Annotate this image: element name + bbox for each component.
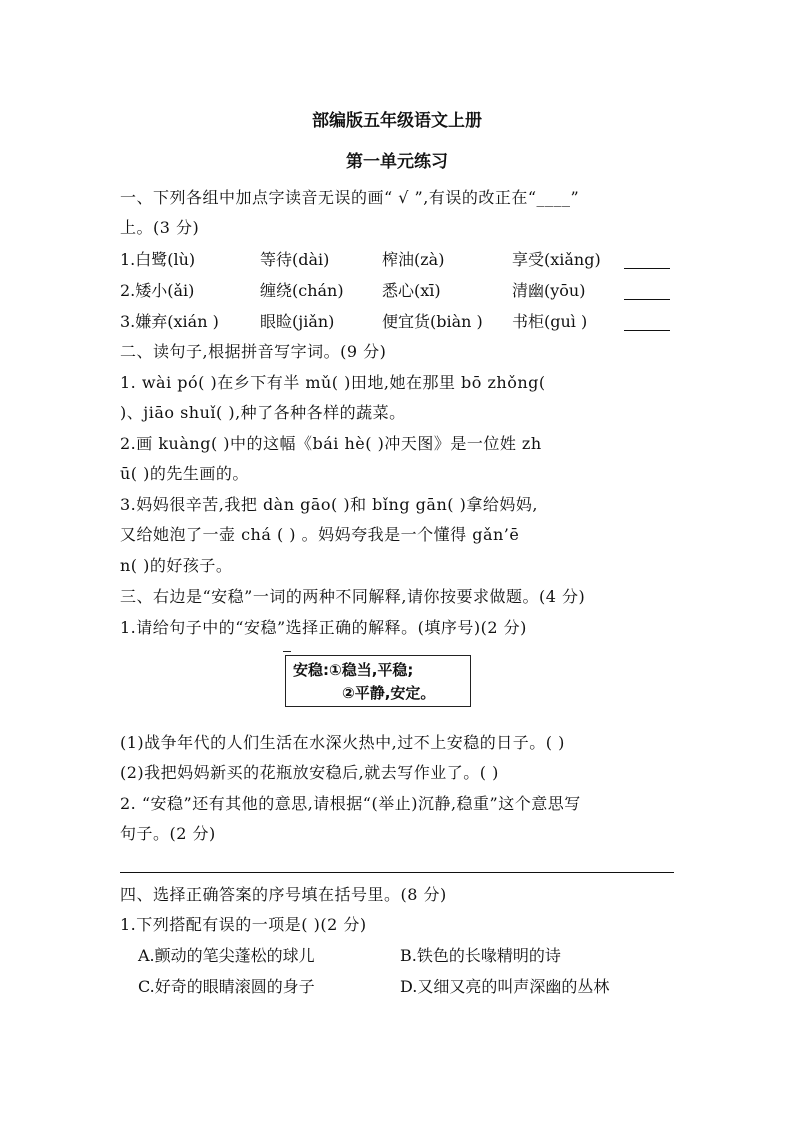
s2-line: 3.妈妈很辛苦,我把 dàn gāo( )和 bǐng gān( )拿给妈妈,: [120, 495, 538, 514]
s2-line: ū( )的先生画的。: [120, 464, 249, 483]
writing-line[interactable]: [120, 872, 674, 873]
s2-line: n( )的好孩子。: [120, 556, 233, 575]
answer-blank[interactable]: [624, 330, 670, 331]
s1-row2-item1: 2.矮小(ǎi): [120, 281, 195, 300]
page-subtitle: 第一单元练习: [346, 152, 448, 172]
s1-row3-item1: 3.嫌弃(xián ): [120, 312, 219, 331]
s2-line: 又给她泡了一壶 chá ( ) 。妈妈夸我是一个懂得 gǎn’ē: [120, 525, 520, 544]
s2-line: )、jiāo shuǐ( ),种了各种各样的蔬菜。: [120, 403, 406, 422]
s3-question2-cont: 句子。(2 分): [120, 824, 216, 843]
option-a: A.颤动的笔尖蓬松的球儿: [138, 946, 315, 965]
s3-question1: 1.请给句子中的“安稳”选择正确的解释。(填序号)(2 分): [120, 618, 527, 637]
page-title: 部编版五年级语文上册: [312, 111, 482, 131]
s1-row3-item3: 便宜货(biàn ): [382, 312, 483, 331]
s4-question1: 1.下列搭配有误的一项是( )(2 分): [120, 915, 367, 934]
answer-blank[interactable]: [624, 268, 670, 269]
s2-line: 2.画 kuàng( )中的这幅《bái hè( )冲天图》是一位姓 zh: [120, 434, 542, 453]
s3-sentence1: (1)战争年代的人们生活在水深火热中,过不上安稳的日子。( ): [120, 733, 565, 752]
option-b: B.铁色的长喙精明的诗: [400, 946, 561, 965]
option-d: D.又细又亮的叫声深幽的丛林: [400, 977, 610, 996]
section3-heading: 三、右边是“安稳”一词的两种不同解释,请你按要求做题。(4 分): [120, 587, 586, 606]
s1-row2-item2: 缠绕(chán): [260, 281, 344, 300]
s1-row1-item1: 1.白鹭(lù): [120, 250, 196, 269]
answer-blank[interactable]: [624, 299, 670, 300]
section1-heading: 一、下列各组中加点字读音无误的画“ √ ”,有误的改正在“____”: [120, 188, 580, 207]
s1-row1-item3: 榨油(zà): [382, 250, 445, 269]
definition-box: [285, 651, 471, 707]
definition-line: ②平静,安定。: [342, 684, 436, 702]
definition-line: 安稳:①稳当,平稳;: [293, 661, 414, 679]
s2-line: 1. wài pó( )在乡下有半 mǔ( )田地,她在那里 bō zhǒng(: [120, 373, 546, 392]
s1-row1-item2: 等待(dài): [260, 250, 330, 269]
section1-heading-cont: 上。(3 分): [120, 218, 200, 237]
s1-row3-item2: 眼睑(jiǎn): [260, 312, 335, 331]
section4-heading: 四、选择正确答案的序号填在括号里。(8 分): [120, 885, 447, 904]
s1-row3-item4: 书柜(guì ): [512, 312, 588, 331]
section2-heading: 二、读句子,根据拼音写字词。(9 分): [120, 342, 387, 361]
s1-row1-item4: 享受(xiǎng): [512, 250, 601, 269]
s1-row2-item3: 悉心(xī): [382, 281, 441, 300]
s3-question2: 2. “安稳”还有其他的意思,请根据“(举止)沉静,稳重”这个意思写: [120, 794, 581, 813]
s1-row2-item4: 清幽(yōu): [512, 281, 586, 300]
s3-sentence2: (2)我把妈妈新买的花瓶放安稳后,就去写作业了。( ): [120, 763, 499, 782]
option-c: C.好奇的眼睛滚圆的身子: [138, 977, 315, 996]
